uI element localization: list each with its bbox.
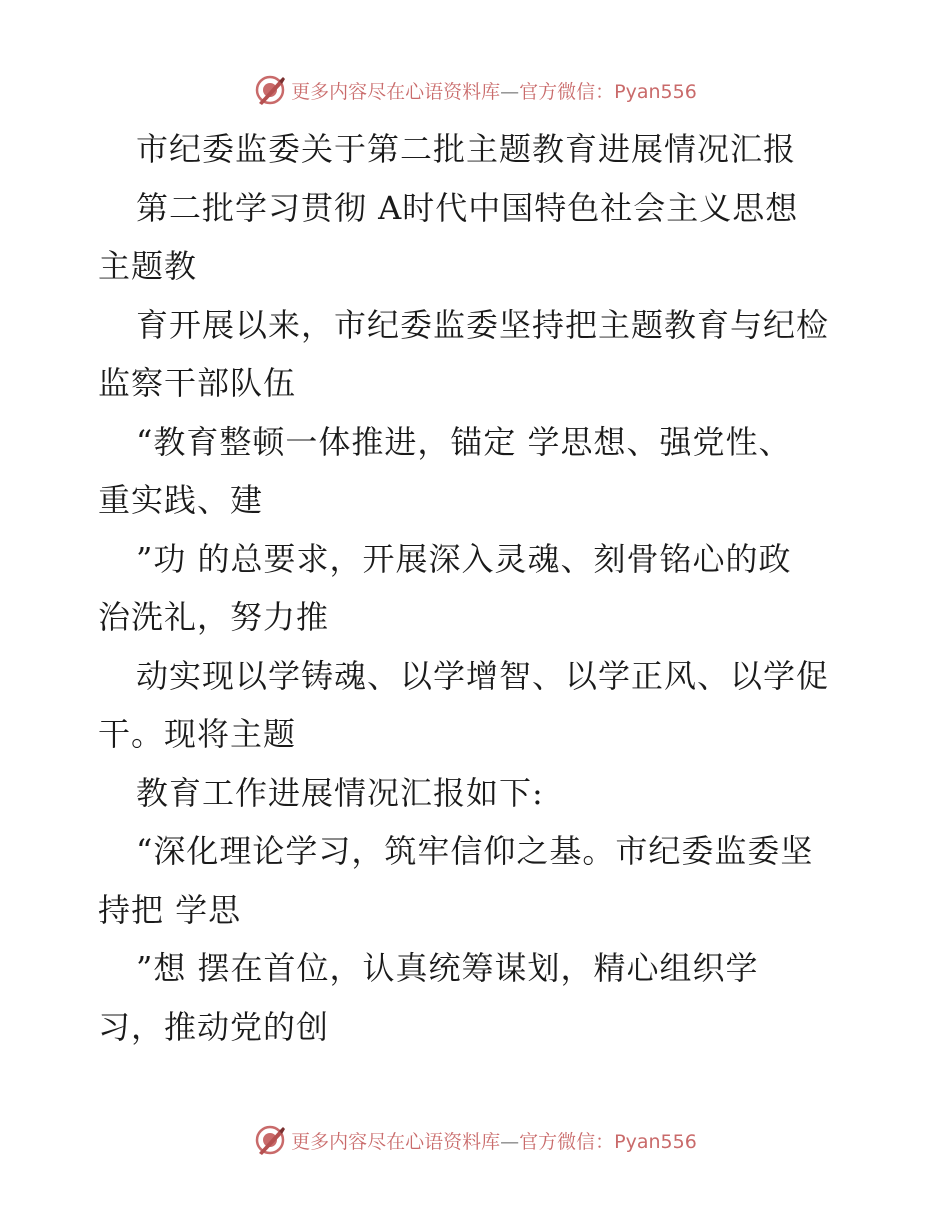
pen-logo-icon: [253, 1123, 287, 1157]
paragraph-line: 干。现将主题: [98, 715, 297, 753]
paragraph-line: 习，推动党的创: [98, 1007, 330, 1046]
header-watermark: [0, 70, 950, 110]
paragraph-line: ”功 的总要求，开展深入灵魂、刻骨铭心的政: [136, 539, 792, 578]
paragraph-line: 监察干部队伍: [98, 364, 297, 402]
paragraph-line: 育开展以来，市纪委监委坚持把主题教育与纪检: [136, 305, 830, 344]
watermark-group: [253, 1123, 697, 1157]
paragraph-line: 重实践、建: [98, 481, 264, 519]
paragraph-line: 治洗礼，努力推: [98, 598, 330, 636]
paragraph-line: 第二批学习贯彻 A时代中国特色社会主义思想: [136, 188, 799, 227]
document-body: [98, 120, 858, 1056]
paragraph-line: “教育整顿一体推进，锚定 学思想、强党性、: [136, 422, 792, 461]
paragraph-line: 动实现以学铸魂、以学增智、以学正风、以学促: [136, 656, 830, 695]
footer-watermark: [0, 1120, 950, 1160]
document-title: 市纪委监委关于第二批主题教育进展情况汇报: [136, 130, 797, 168]
paragraph-line: 教育工作进展情况汇报如下:: [136, 773, 544, 812]
pen-logo-icon: [253, 73, 287, 107]
watermark-group: [253, 73, 697, 107]
paragraph-line: ”想 摆在首位，认真统筹谋划，精心组织学: [136, 949, 759, 987]
paragraph-line: 主题教: [98, 247, 198, 285]
watermark-text: 更多内容尽在心语资料库—官方微信：Pyan556: [291, 80, 697, 103]
paragraph-line: 持把 学思: [98, 890, 242, 929]
paragraph-line: “深化理论学习，筑牢信仰之基。市纪委监委坚: [136, 832, 814, 870]
watermark-text: 更多内容尽在心语资料库—官方微信：Pyan556: [291, 1130, 697, 1153]
